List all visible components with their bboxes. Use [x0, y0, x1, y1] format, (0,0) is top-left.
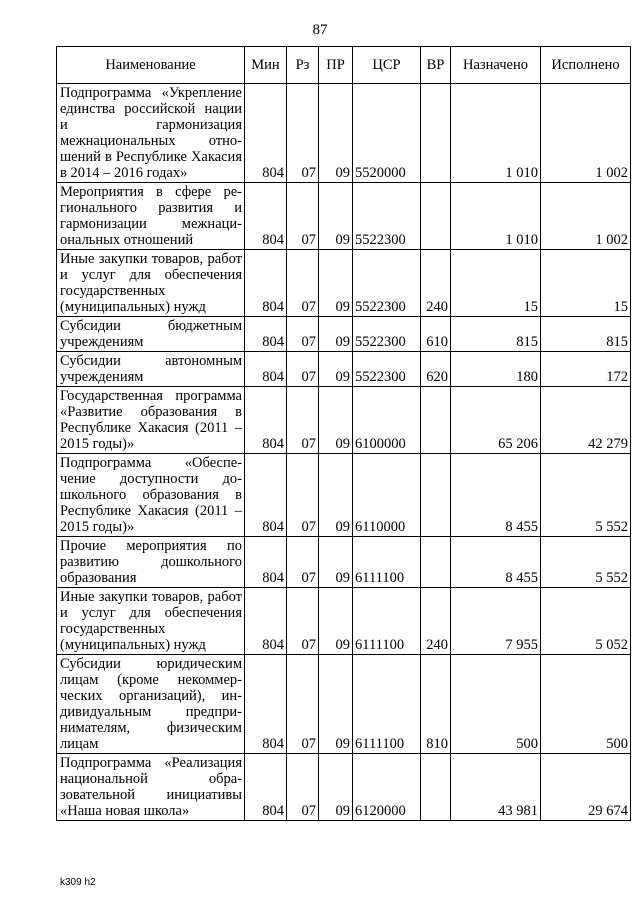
cell-vr [421, 183, 451, 250]
table-row [57, 588, 631, 655]
cell-rz: 07 [287, 183, 319, 250]
cell-rz: 07 [287, 754, 319, 821]
cell-min: 804 [245, 588, 287, 655]
cell-naznacheno: 1 010 [451, 84, 541, 183]
cell-vr: 620 [421, 352, 451, 387]
table-row [57, 454, 631, 537]
cell-pr: 09 [319, 537, 353, 588]
cell-pr: 09 [319, 454, 353, 537]
cell-pr: 09 [319, 754, 353, 821]
cell-ispolneno: 15 [541, 250, 631, 317]
cell-ispolneno: 500 [541, 655, 631, 754]
cell-name: Субсидии бюджетным учреждениям [57, 317, 245, 352]
table-row [57, 537, 631, 588]
cell-pr: 09 [319, 387, 353, 454]
header-vr: ВР [421, 47, 451, 84]
cell-min: 804 [245, 317, 287, 352]
cell-min: 804 [245, 537, 287, 588]
cell-naznacheno: 65 206 [451, 387, 541, 454]
budget-table [56, 46, 631, 821]
header-rz: Рз [287, 47, 319, 84]
cell-naznacheno: 7 955 [451, 588, 541, 655]
cell-pr: 09 [319, 588, 353, 655]
cell-pr: 09 [319, 317, 353, 352]
cell-name: Субсидии автономным учреждениям [57, 352, 245, 387]
cell-name: Государственная программа «Развитие образования в Республике Хакасия (2011 – 2015 годы)» [57, 387, 245, 454]
cell-vr [421, 454, 451, 537]
table-row [57, 183, 631, 250]
cell-rz: 07 [287, 250, 319, 317]
cell-pr: 09 [319, 655, 353, 754]
table-row [57, 387, 631, 454]
footer-code: k309 h2 [60, 877, 96, 888]
cell-rz: 07 [287, 84, 319, 183]
cell-vr [421, 387, 451, 454]
cell-min: 804 [245, 655, 287, 754]
table-row [57, 655, 631, 754]
cell-csr: 5522300 [353, 183, 421, 250]
table-row [57, 754, 631, 821]
header-name: Наименование [57, 47, 245, 84]
cell-vr: 810 [421, 655, 451, 754]
cell-name: Подпрограмма «Укрепление единства российской нации и гармонизация межнациональных отношений в Республике Хакасия в 2014 – 2016 годах» [57, 84, 245, 183]
cell-pr: 09 [319, 183, 353, 250]
cell-name: Подпрограмма «Реализация национальной образовательной инициативы «Наша новая школа» [57, 754, 245, 821]
cell-csr: 5522300 [353, 250, 421, 317]
cell-csr: 6111100 [353, 588, 421, 655]
cell-naznacheno: 180 [451, 352, 541, 387]
cell-csr: 6111100 [353, 655, 421, 754]
cell-csr: 5522300 [353, 317, 421, 352]
cell-name: Мероприятия в сфере регионального развития и гармонизации межнациональных отношений [57, 183, 245, 250]
cell-csr: 6100000 [353, 387, 421, 454]
cell-naznacheno: 8 455 [451, 454, 541, 537]
cell-rz: 07 [287, 352, 319, 387]
cell-rz: 07 [287, 454, 319, 537]
cell-naznacheno: 15 [451, 250, 541, 317]
cell-naznacheno: 8 455 [451, 537, 541, 588]
cell-name: Прочие мероприятия по развитию дошкольного образования [57, 537, 245, 588]
header-ispolneno: Исполнено [541, 47, 631, 84]
cell-ispolneno: 29 674 [541, 754, 631, 821]
cell-min: 804 [245, 352, 287, 387]
cell-naznacheno: 500 [451, 655, 541, 754]
cell-ispolneno: 5 552 [541, 537, 631, 588]
cell-pr: 09 [319, 250, 353, 317]
cell-ispolneno: 1 002 [541, 84, 631, 183]
header-pr: ПР [319, 47, 353, 84]
cell-min: 804 [245, 387, 287, 454]
cell-csr: 5520000 [353, 84, 421, 183]
cell-naznacheno: 815 [451, 317, 541, 352]
cell-ispolneno: 1 002 [541, 183, 631, 250]
cell-naznacheno: 1 010 [451, 183, 541, 250]
cell-rz: 07 [287, 537, 319, 588]
cell-csr: 6120000 [353, 754, 421, 821]
cell-csr: 6111100 [353, 537, 421, 588]
cell-vr [421, 84, 451, 183]
cell-ispolneno: 172 [541, 352, 631, 387]
cell-name: Иные закупки товаров, работ и услуг для обеспечения государственных (муниципальных) нужд [57, 250, 245, 317]
cell-name: Субсидии юридическим лицам (кроме некоммерческих организаций), индивидуальным предпринимателям, физическим лицам [57, 655, 245, 754]
cell-pr: 09 [319, 352, 353, 387]
table-header-row [57, 47, 631, 84]
cell-vr [421, 537, 451, 588]
header-min: Мин [245, 47, 287, 84]
table-row [57, 317, 631, 352]
cell-name: Иные закупки товаров, работ и услуг для обеспечения государственных (муниципальных) нужд [57, 588, 245, 655]
cell-min: 804 [245, 250, 287, 317]
cell-name: Подпрограмма «Обеспечение доступности дошкольного образования в Республике Хакасия (2011 – 2015 годы)» [57, 454, 245, 537]
cell-vr: 240 [421, 588, 451, 655]
cell-min: 804 [245, 754, 287, 821]
table-row [57, 84, 631, 183]
cell-vr: 610 [421, 317, 451, 352]
table-row [57, 352, 631, 387]
cell-ispolneno: 815 [541, 317, 631, 352]
cell-rz: 07 [287, 588, 319, 655]
header-csr: ЦСР [353, 47, 421, 84]
cell-pr: 09 [319, 84, 353, 183]
cell-vr [421, 754, 451, 821]
cell-rz: 07 [287, 655, 319, 754]
cell-ispolneno: 5 052 [541, 588, 631, 655]
cell-rz: 07 [287, 387, 319, 454]
cell-min: 804 [245, 183, 287, 250]
cell-ispolneno: 42 279 [541, 387, 631, 454]
table-body [57, 84, 631, 821]
cell-ispolneno: 5 552 [541, 454, 631, 537]
cell-csr: 6110000 [353, 454, 421, 537]
cell-min: 804 [245, 454, 287, 537]
cell-rz: 07 [287, 317, 319, 352]
page-number: 87 [312, 22, 328, 38]
cell-csr: 5522300 [353, 352, 421, 387]
table-row [57, 250, 631, 317]
cell-naznacheno: 43 981 [451, 754, 541, 821]
cell-vr: 240 [421, 250, 451, 317]
cell-min: 804 [245, 84, 287, 183]
header-naznacheno: Назначено [451, 47, 541, 84]
